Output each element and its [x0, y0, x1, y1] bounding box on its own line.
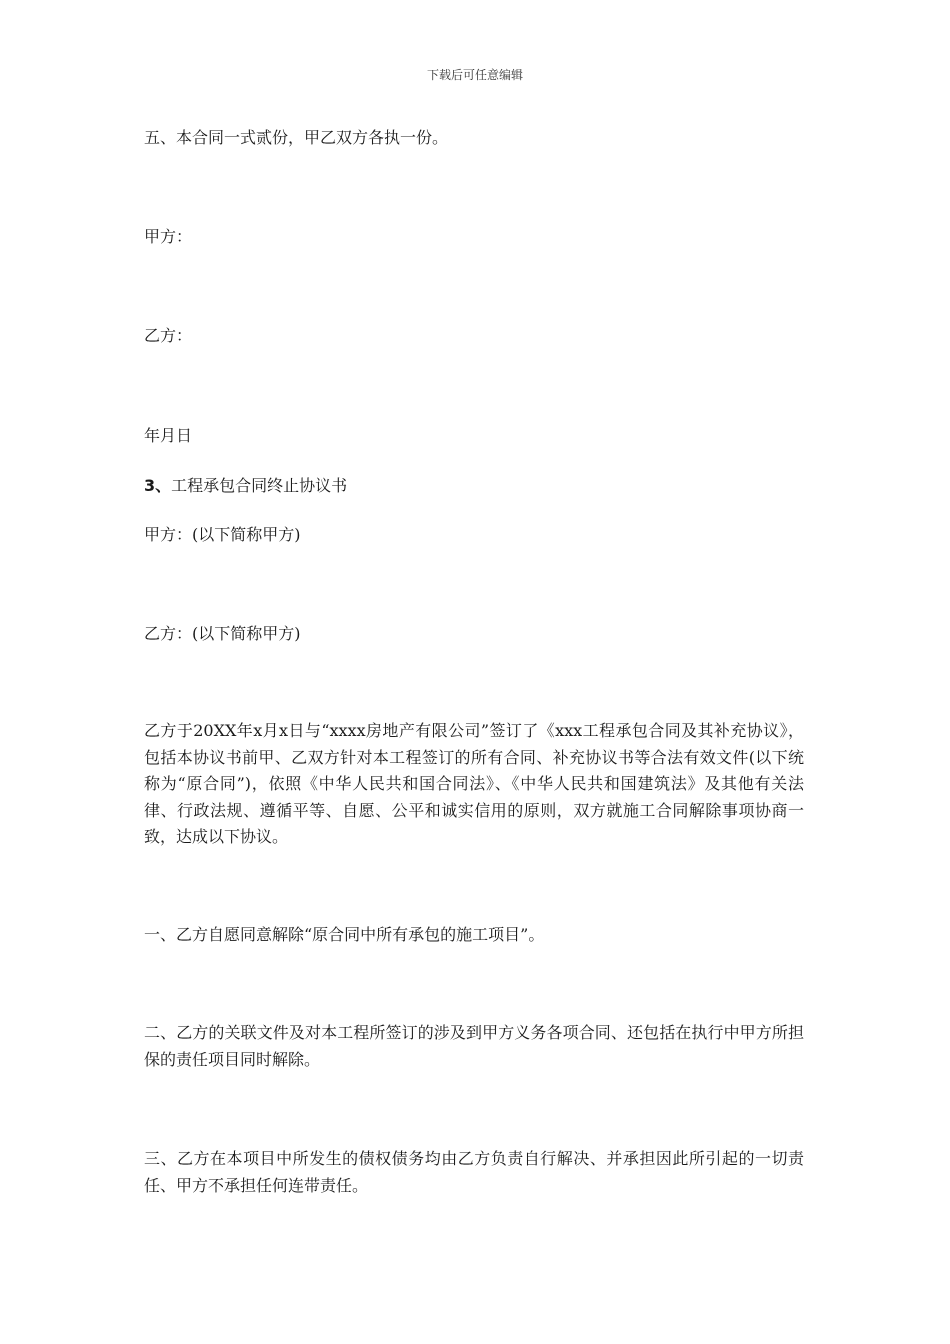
clause-one: 一、乙方自愿同意解除“原合同中所有承包的施工项目”。: [144, 925, 545, 944]
section-heading: [144, 473, 806, 499]
party-a-signature-label: 甲方：: [144, 227, 193, 246]
party-b-intro: 乙方：(以下简称甲方): [144, 624, 301, 643]
party-a-intro: 甲方：(以下简称甲方): [144, 525, 301, 544]
section-number: 3、: [144, 476, 172, 495]
clause-three: 三、乙方在本项目中所发生的债权债务均由乙方负责自行解决、并承担因此所引起的一切责任、甲方不承担任何连带责任。: [144, 1149, 804, 1195]
preamble-paragraph: 乙方于20XX年x月x日与“xxxx房地产有限公司”签订了《xxx工程承包合同及其补充协议》，包括本协议书前甲、乙双方针对本工程签订的所有合同、补充协议书等合法有效文件(以下统称为“原合同”)，依照《中华人民共和国合同法》、《中华人民共和国建筑法》及其他有关法律、行政法规、遵循平等、自愿、公平和诚实信用的原则，双方就施工合同解除事项协商一致，达成以下协议。: [144, 721, 804, 846]
item-five-text: 五、本合同一式贰份，甲乙双方各执一份。: [144, 128, 449, 147]
date-line: 年月日: [144, 426, 193, 445]
party-b-signature-label: 乙方：: [144, 326, 193, 345]
section-title: 工程承包合同终止协议书: [171, 476, 348, 495]
page-header-note: 下载后可任意编辑: [426, 68, 523, 82]
clause-two: 二、乙方的关联文件及对本工程所签订的涉及到甲方义务各项合同、还包括在执行中甲方所担保的责任项目同时解除。: [144, 1023, 804, 1069]
